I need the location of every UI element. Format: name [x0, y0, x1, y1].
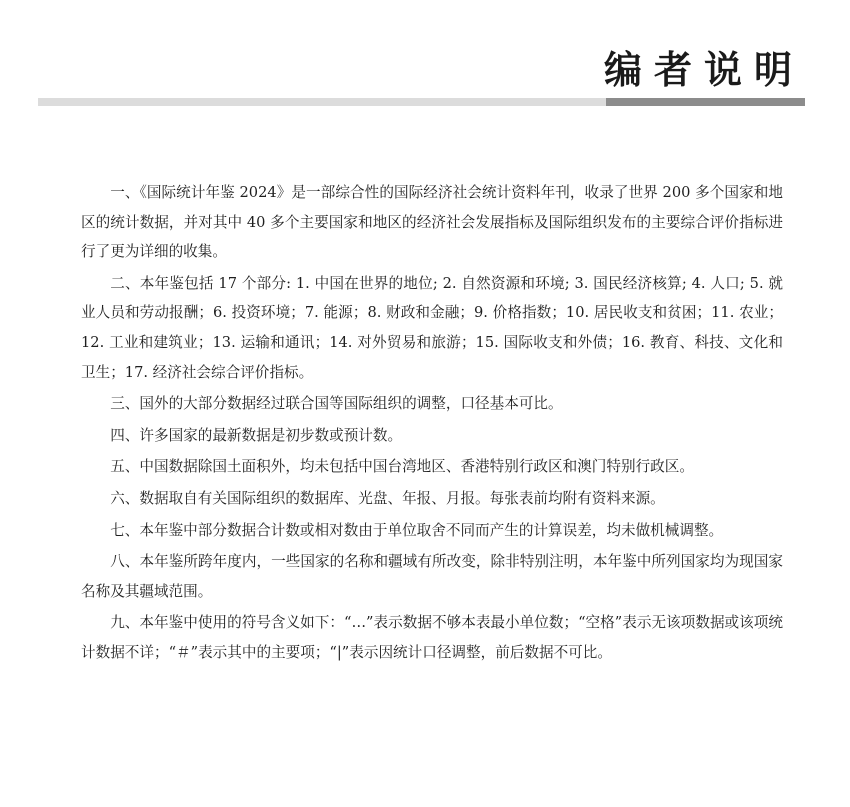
note-paragraph-9: 九、本年鉴中使用的符号含义如下：“…”表示数据不够本表最小单位数；“空格”表示无该项数据或该项统计数据不详；“＃”表示其中的主要项；“|”表示因统计口径调整，前后数据不可比。 [81, 614, 783, 661]
note-paragraph-1: 一、《国际统计年鉴 2024》是一部综合性的国际经济社会统计资料年刊，收录了世界 200 多个国家和地区的统计数据，并对其中 40 多个主要国家和地区的经济社会发展指标及国际组织发布的主要综合评价指标进行了更为详细的收集。 [81, 184, 783, 261]
notes-body [81, 178, 783, 670]
page-title: 编者说明 [603, 48, 804, 92]
note-paragraph-6: 六、数据取自有关国际组织的数据库、光盘、年报、月报。每张表前均附有资料来源。 [110, 489, 665, 507]
header-rule-light [38, 98, 606, 106]
note-paragraph-8: 八、本年鉴所跨年度内，一些国家的名称和疆域有所改变，除非特别注明，本年鉴中所列国家均为现国家名称及其疆域范围。 [81, 553, 783, 600]
note-paragraph-7: 七、本年鉴中部分数据合计数或相对数由于单位取舍不同而产生的计算误差，均未做机械调整。 [110, 521, 724, 539]
header-rule-dark [606, 98, 805, 106]
note-paragraph-5: 五、中国数据除国土面积外，均未包括中国台湾地区、香港特别行政区和澳门特别行政区。 [110, 458, 694, 476]
note-paragraph-2: 二、本年鉴包括 17 个部分: 1. 中国在世界的地位; 2. 自然资源和环境; 3. 国民经济核算; 4. 人口; 5. 就业人员和劳动报酬；6. 投资环境；7. 能源；8. 财政和金融；9. 价格指数；10. 居民收支和贫困；11. 农业；12. 工业和建筑业；13. 运输和通讯；14. 对外贸易和旅游；15. 国际收支和外债；16. 教育、科技、文化和卫生；17. 经济社会综合评价指标。 [81, 274, 783, 381]
note-paragraph-4: 四、许多国家的最新数据是初步数或预计数。 [110, 426, 403, 444]
note-paragraph-3: 三、国外的大部分数据经过联合国等国际组织的调整，口径基本可比。 [110, 395, 563, 413]
